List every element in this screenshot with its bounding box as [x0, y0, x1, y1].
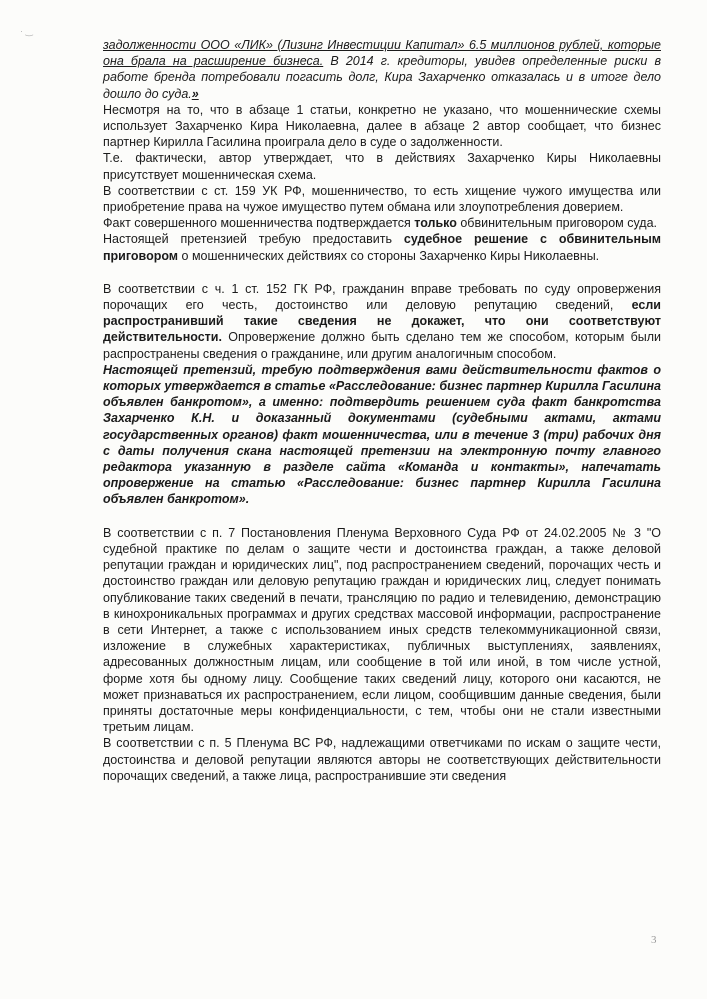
quote-underlined-text: задолженности ООО «ЛИК» (Лизинг Инвестиции Капитал» 6.5 миллионов рублей, которые она брала на расширение бизнеса. [103, 38, 661, 69]
paragraph-author-claim: Т.е. фактически, автор утверждает, что в действиях Захарченко Киры Николаевны присутствует мошенническая схема. [103, 151, 661, 182]
quote-text: В 2014 г. кредиторы, увидев определенные риски в работе бренда потребовали погасить долг, Кира Захарченко отказалась и в итоге дело дошло до суда. [103, 54, 661, 101]
spacer [103, 508, 661, 525]
text-segment: обвинительным приговором суда. [456, 216, 658, 231]
text-segment: о мошеннических действиях со стороны Захарченко Киры Николаевны. [178, 248, 600, 263]
text-segment: Факт совершенного мошенничества подтверждается [103, 216, 415, 231]
document-body [103, 37, 661, 784]
text-segment: В соответствии с ч. 1 ст. 152 ГК РФ, гражданин вправе требовать по суду опровержения порочащих его честь, достоинство или деловую репутацию сведений, [103, 281, 661, 313]
bold-segment: если распространивший такие сведения не докажет, что они соответствуют действительности. [103, 298, 661, 345]
page-number: 3 [651, 934, 657, 946]
paragraph-fraud-proof [103, 215, 661, 231]
quote-paragraph [103, 37, 661, 102]
bold-segment: только [414, 216, 457, 231]
paragraph-plenum-resolution: В соответствии с п. 7 Постановления Пленума Верховного Суда РФ от 24.02.2005 № 3 "О судебной практике по делам о защите чести и достоинства граждан, а также деловой репутации граждан и юридических лиц", под распространением сведений, порочащих честь и достоинство граждан или деловую репутацию граждан и юридических лиц, следует понимать опубликование таких сведений в печати, трансляцию по радио и телевидению, демонстрацию в кинохроникальных программах и других средствах массовой информации, распространение в сети Интернет, а также с использованием иных средств телекоммуникационной связи, изложение в служебных характеристиках, публичных выступлениях, заявлениях, адресованных должностным лицам, или сообщение в той или иной, в том числе устной, форме хотя бы одному лицу. Сообщение таких сведений лицу, которого они касаются, не может признаваться их распространением, если лицом, сообщившим данные сведения, были приняты достаточные меры конфиденциальности, с тем, чтобы они не стали известными третьим лицам. [103, 525, 661, 735]
paragraph-defendants: В соответствии с п. 5 Пленума ВС РФ, надлежащими ответчиками по искам о защите чести, достоинства и деловой репутации являются авторы не соответствующих действительности порочащих сведений, а также лица, распространившие эти сведения [103, 736, 661, 783]
paragraph-demand-court-decision [103, 231, 661, 263]
paragraph-article-152 [103, 281, 661, 362]
quote-closing-mark: » [191, 86, 199, 101]
bold-segment: судебное решение с обвинительным приговором [103, 232, 661, 263]
paragraph-article-159: В соответствии с ст. 159 УК РФ, мошенничество, то есть хищение чужого имущества или приобретение права на чужое имущество путем обмана или злоупотребления доверием. [103, 183, 661, 215]
paragraph-claim-demand: Настоящей претензий, требую подтверждения вами действительности фактов о которых утверждается в статье «Расследование: бизнес партнер Кирилла Гасилина объявлен банкротом», а именно: подтвердить решением суда факт банкротства Захарченко К.Н. и доказанный документами (судебными актами, актами государственных органов) факт мошенничества, или в течение 3 (три) рабочих дня с даты получения скана настоящей претензии на электронную почту главного редактора указанную в разделе сайта «Команда и контакты», напечатать опровержение на статью «Расследование: бизнес партнер Кирилла Гасилина объявлен банкротом». [103, 362, 661, 507]
spacer [103, 264, 661, 281]
text-segment: Опровержение должно быть сделано тем же способом, которым были распространены сведения о гражданине, или другим аналогичным способом. [103, 330, 661, 361]
scan-artifact: · ‿ [20, 26, 33, 36]
text-segment: Настоящей претензией требую предоставить [103, 232, 404, 247]
paragraph-article-analysis: Несмотря на то, что в абзаце 1 статьи, конкретно не указано, что мошеннические схемы использует Захарченко Кира Николаевна, далее в абзаце 2 автор сообщает, что бизнес партнер Кирилла Гасилина проиграла дело в суде о задолженности. [103, 102, 661, 150]
